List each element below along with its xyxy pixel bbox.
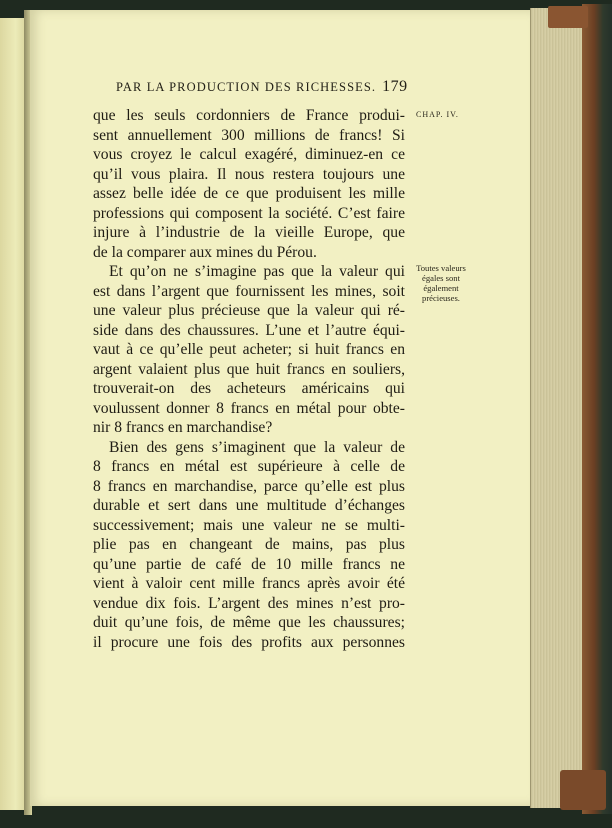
text-line: durable et sert dans une multitude d’échanges bbox=[93, 497, 405, 514]
cover-corner-bottom bbox=[560, 770, 606, 810]
marginal-note-line: égales sont bbox=[422, 273, 460, 283]
body-text bbox=[93, 106, 405, 652]
marginal-note-line: Toutes valeurs bbox=[416, 263, 466, 273]
text-line: injure à l’industrie de la vieille Europe, que bbox=[93, 224, 405, 241]
text-line: professions qui composent la société. C’est faire bbox=[93, 204, 405, 222]
page-number: 179 bbox=[382, 78, 408, 95]
text-line: qu’il vous plaira. Il nous restera toujours une bbox=[93, 165, 405, 183]
text-line: trouverait-on des acheteurs américains qui bbox=[93, 380, 405, 397]
text-line: que les seuls cordonniers de France produi- bbox=[93, 107, 405, 124]
text-line: argent valaient plus que huit francs en souliers, bbox=[93, 360, 405, 378]
previous-page-edge bbox=[0, 18, 27, 810]
text-line: successivement; mais une valeur ne se multi- bbox=[93, 516, 405, 534]
running-header bbox=[116, 78, 408, 96]
text-line: vendue dix fois. L’argent des mines n’est pro- bbox=[93, 594, 405, 612]
text-line: voulussent donner 8 francs en métal pour obte- bbox=[93, 399, 405, 417]
text-line: plie pas en changeant de mains, pas plus bbox=[93, 536, 405, 553]
cover-corner-top bbox=[548, 6, 588, 28]
text-line: 8 francs en marchandise, parce qu’elle est plus bbox=[93, 477, 405, 495]
text-line: de la comparer aux mines du Pérou. bbox=[93, 243, 317, 261]
text-line: side dans des chaussures. L’une et l’autre équi- bbox=[93, 321, 405, 339]
text-line: est dans l’argent que fournissent les mines, soit bbox=[93, 282, 405, 300]
text-line: vient à valoir cent mille francs après avoir été bbox=[93, 575, 405, 592]
book-cover bbox=[582, 4, 612, 814]
text-line: duit qu’une fois, de même que les chaussures; bbox=[93, 614, 405, 631]
text-line: il procure une fois des profits aux personnes bbox=[93, 633, 405, 651]
marginal-note-line: également bbox=[423, 283, 459, 293]
paragraph-first-line: Et qu’on ne s’imagine pas que la valeur qui bbox=[109, 263, 405, 280]
marginal-note-line: précieuses. bbox=[422, 293, 460, 303]
text-line: une valeur plus précieuse que la valeur qui ré- bbox=[93, 302, 405, 319]
running-title: PAR LA PRODUCTION DES RICHESSES. bbox=[116, 80, 377, 94]
text-line: sent annuellement 300 millions de francs! Si bbox=[93, 126, 405, 144]
text-line: assez belle idée de ce que produisent les mille bbox=[93, 185, 405, 202]
text-line: nir 8 francs en marchandise? bbox=[93, 419, 273, 436]
text-line: vaut à ce qu’elle peut acheter; si huit francs en bbox=[93, 341, 405, 358]
paragraph-first-line: Bien des gens s’imaginent que la valeur de bbox=[109, 438, 405, 456]
page-edges bbox=[530, 8, 585, 808]
text-line: vous croyez le calcul exagéré, diminuez-en ce bbox=[93, 146, 405, 163]
text-line: 8 francs en métal est supérieure à celle de bbox=[93, 458, 405, 475]
chapter-marginal: CHAP. IV. bbox=[416, 110, 459, 119]
marginal-note bbox=[410, 263, 472, 303]
text-line: qu’une partie de café de 10 mille francs ne bbox=[93, 555, 405, 573]
